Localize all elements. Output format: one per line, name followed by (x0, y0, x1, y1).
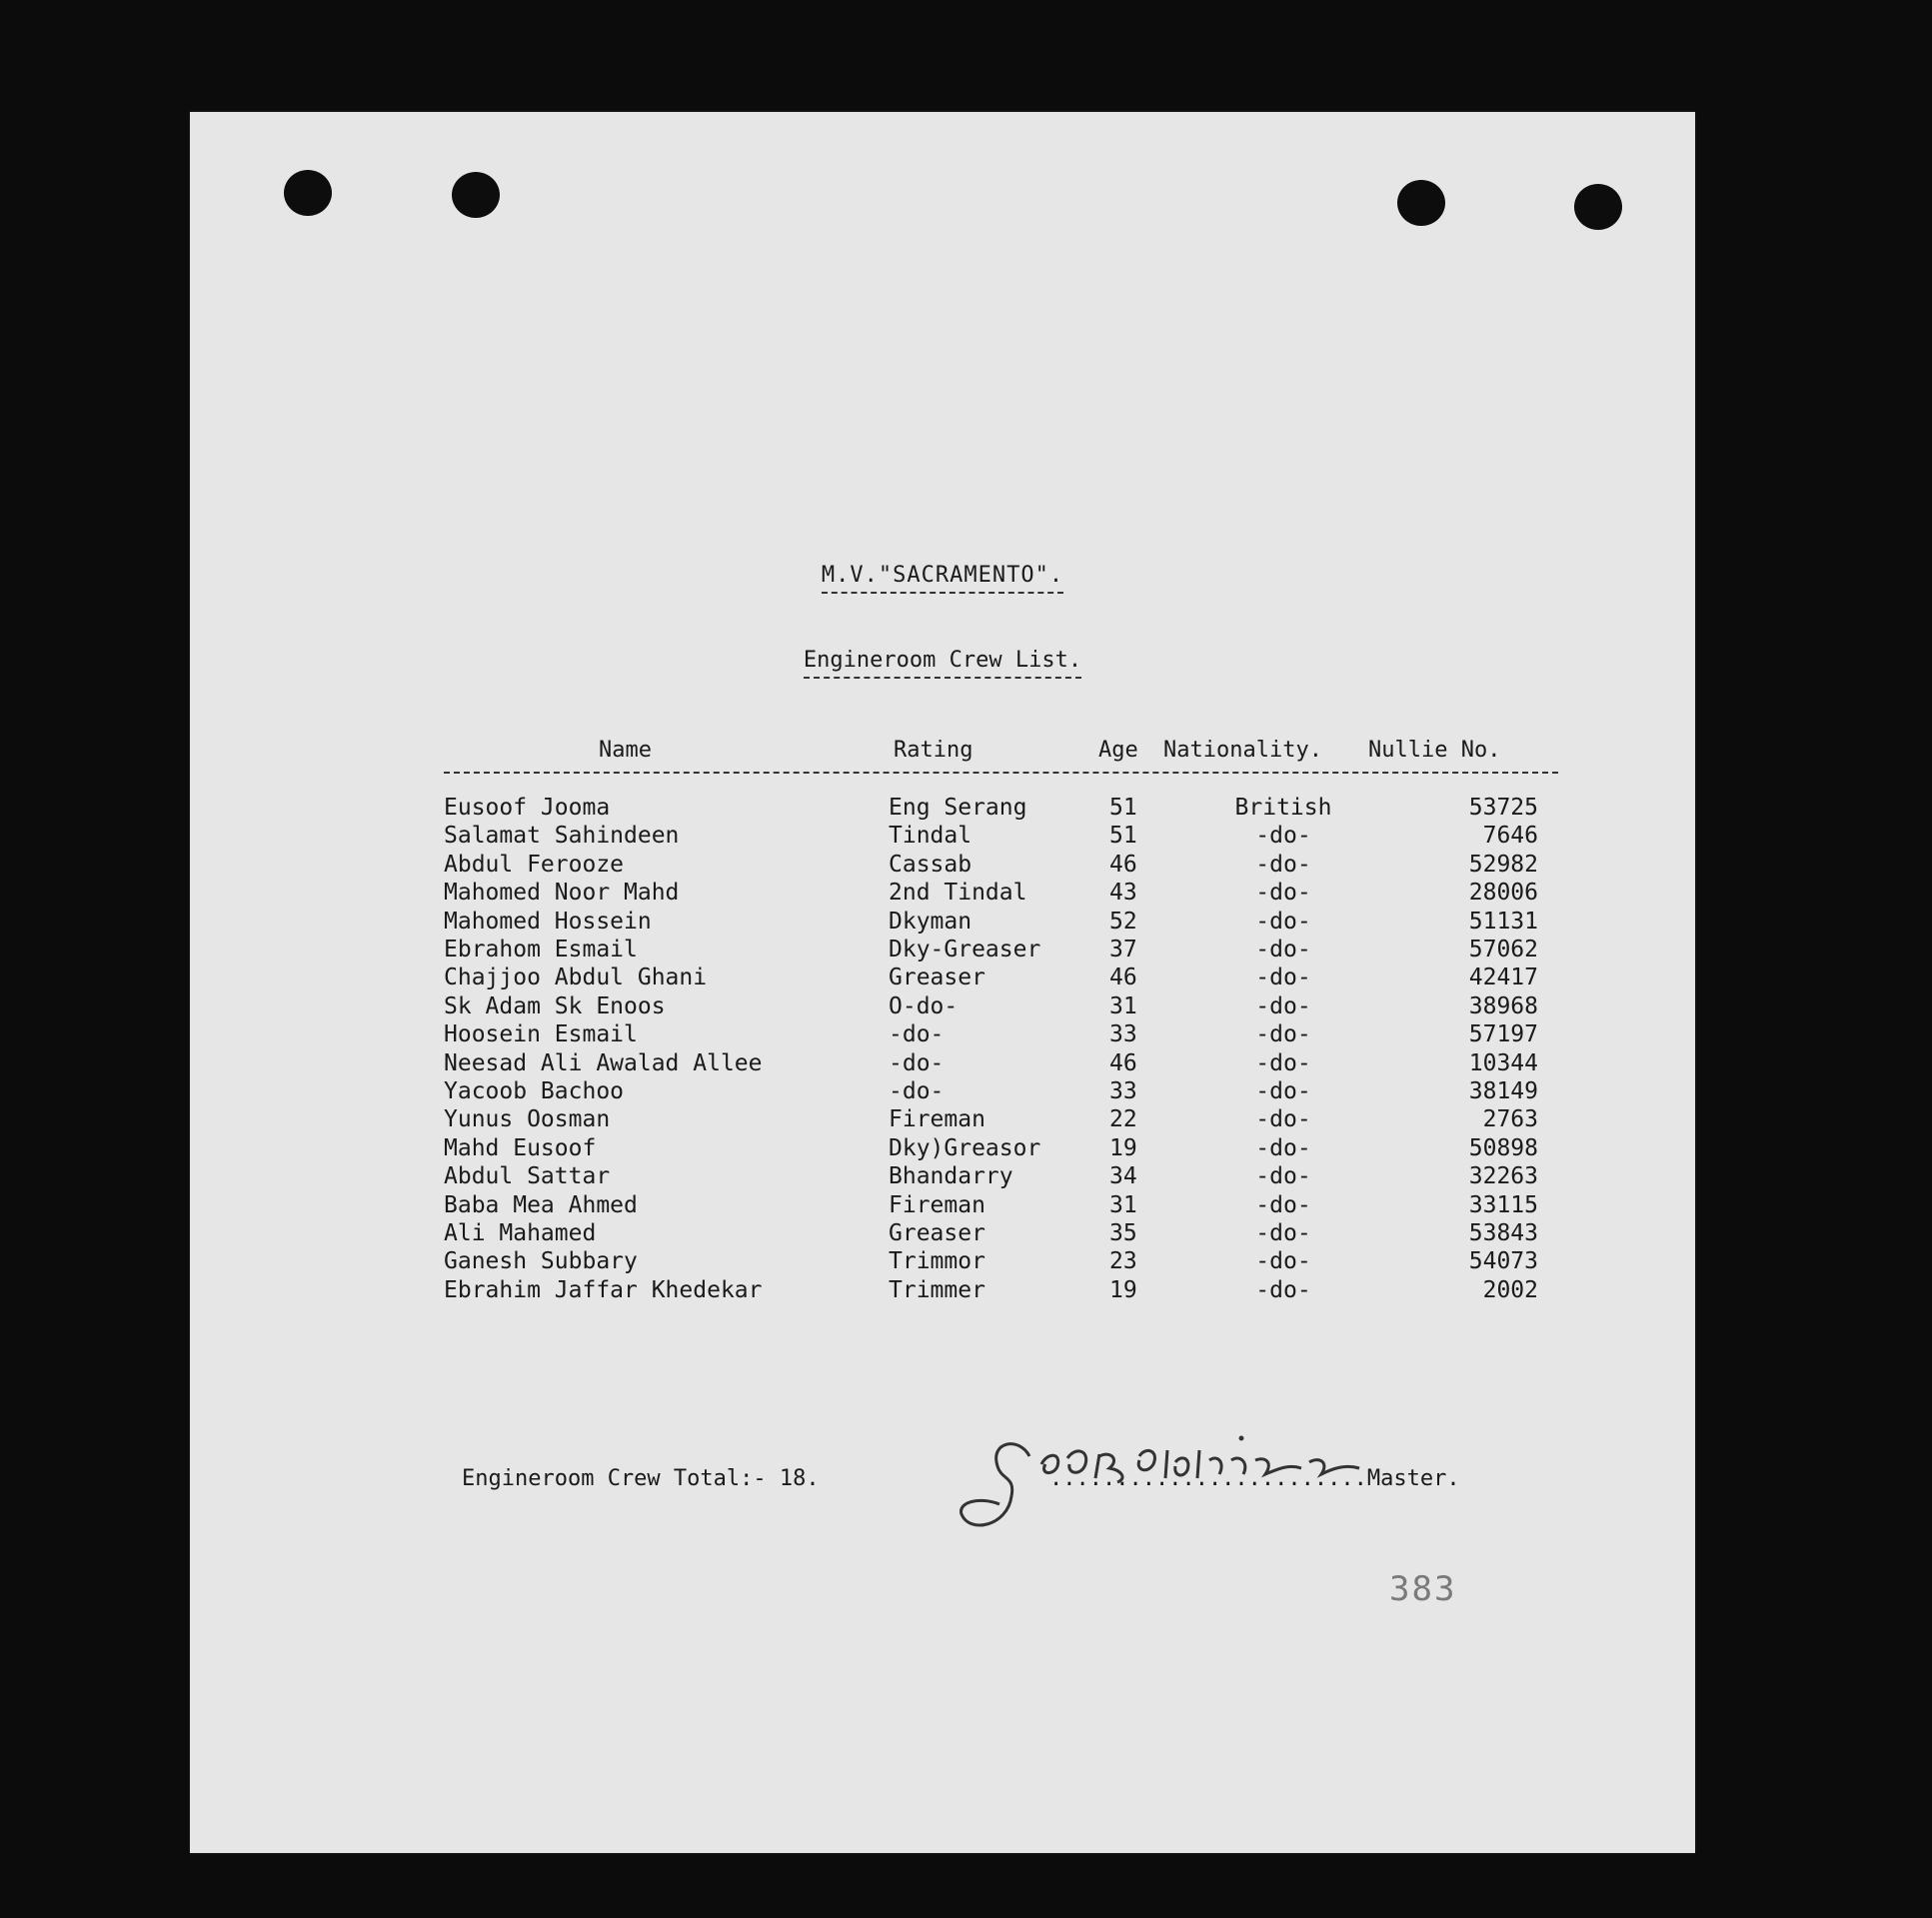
crew-age: 31 (1109, 1191, 1137, 1218)
table-row (444, 1078, 1558, 1106)
crew-age: 46 (1109, 964, 1137, 991)
document-subtitle: Engineroom Crew List. (190, 648, 1695, 673)
crew-age: 52 (1109, 908, 1137, 935)
table-row (444, 964, 1558, 992)
punch-hole (1574, 184, 1622, 230)
crew-number: 38968 (1468, 992, 1538, 1019)
crew-name: Eusoof Jooma (444, 795, 611, 821)
crew-rating: Trimmor (889, 1248, 985, 1275)
crew-rating: -do- (889, 1078, 945, 1104)
crew-number: 38149 (1468, 1078, 1538, 1104)
crew-number: 53725 (1468, 795, 1538, 821)
crew-name: Neesad Ali Awalad Allee (444, 1049, 763, 1076)
crew-nationality: -do- (1255, 908, 1311, 935)
table-header (444, 734, 1558, 774)
crew-nationality: -do- (1255, 1220, 1311, 1246)
crew-number: 32263 (1468, 1163, 1538, 1190)
crew-nationality: -do- (1255, 964, 1311, 991)
column-header-number: Nullie No. (1368, 738, 1501, 763)
crew-name: Chajjoo Abdul Ghani (444, 964, 708, 991)
crew-rating: Greaser (889, 964, 985, 991)
crew-number: 28006 (1468, 880, 1538, 907)
column-header-rating: Rating (894, 738, 973, 763)
crew-name: Ali Mahamed (444, 1220, 597, 1246)
crew-rating: Dky-Greaser (889, 937, 1041, 962)
crew-rating: Fireman (889, 1106, 985, 1133)
crew-name: Hoosein Esmail (444, 1021, 638, 1048)
crew-number: 33115 (1468, 1191, 1538, 1218)
table-row (444, 1021, 1558, 1049)
crew-nationality: -do- (1255, 1276, 1311, 1303)
crew-age: 23 (1109, 1248, 1137, 1275)
crew-name: Mahomed Noor Mahd (444, 880, 680, 907)
crew-age: 37 (1109, 937, 1137, 962)
crew-number: 50898 (1468, 1134, 1538, 1161)
crew-age: 33 (1109, 1078, 1137, 1104)
crew-age: 34 (1109, 1163, 1137, 1190)
punch-hole (284, 170, 332, 216)
crew-number: 7646 (1482, 823, 1538, 850)
crew-nationality: -do- (1255, 1078, 1311, 1104)
crew-rating: 2nd Tindal (889, 880, 1027, 907)
crew-age: 51 (1109, 823, 1137, 850)
crew-rating: Bhandarry (889, 1163, 1013, 1190)
crew-rating: Greaser (889, 1220, 985, 1246)
crew-name: Salamat Sahindeen (444, 823, 680, 850)
crew-number: 51131 (1468, 908, 1538, 935)
crew-rating: Eng Serang (889, 795, 1027, 821)
crew-nationality: -do- (1255, 823, 1311, 850)
crew-name: Ebrahom Esmail (444, 937, 638, 962)
crew-rating: Cassab (889, 851, 972, 878)
page-number: 383 (1389, 1569, 1457, 1609)
crew-number: 57197 (1468, 1021, 1538, 1048)
crew-number: 54073 (1468, 1248, 1538, 1275)
crew-nationality: -do- (1255, 1049, 1311, 1076)
crew-age: 35 (1109, 1220, 1137, 1246)
table-row (444, 937, 1558, 964)
crew-number: 2002 (1482, 1276, 1538, 1303)
table-row (444, 1192, 1558, 1220)
crew-nationality: -do- (1255, 1248, 1311, 1275)
crew-name: Mahomed Hossein (444, 908, 652, 935)
table-row (444, 909, 1558, 937)
crew-name: Yacoob Bachoo (444, 1078, 625, 1104)
crew-nationality: -do- (1255, 880, 1311, 907)
crew-nationality: -do- (1255, 1021, 1311, 1048)
table-row (444, 823, 1558, 851)
table-row (444, 852, 1558, 880)
table-row (444, 1106, 1558, 1134)
crew-age: 19 (1109, 1276, 1137, 1303)
column-header-age: Age (1098, 738, 1138, 763)
table-row (444, 1248, 1558, 1276)
document-title: M.V."SACRAMENTO". (190, 563, 1695, 588)
crew-nationality: -do- (1255, 1106, 1311, 1133)
crew-nationality: -do- (1255, 1191, 1311, 1218)
crew-name: Mahd Eusoof (444, 1134, 597, 1161)
punch-hole (452, 172, 500, 218)
column-header-name: Name (599, 738, 652, 763)
master-signature-line: ........................Master. (1049, 1466, 1460, 1491)
punch-hole (1397, 180, 1445, 226)
crew-nationality: -do- (1255, 992, 1311, 1019)
table-row (444, 795, 1558, 823)
crew-nationality: -do- (1255, 937, 1311, 962)
crew-number: 10344 (1468, 1049, 1538, 1076)
crew-nationality: -do- (1255, 1163, 1311, 1190)
crew-age: 31 (1109, 992, 1137, 1019)
crew-name: Abdul Sattar (444, 1163, 611, 1190)
crew-age: 46 (1109, 851, 1137, 878)
crew-rating: Dkyman (889, 908, 972, 935)
column-header-nationality: Nationality. (1163, 738, 1322, 763)
crew-rating: O-do- (889, 992, 959, 1019)
crew-rating: Tindal (889, 823, 972, 850)
crew-number: 42417 (1468, 964, 1538, 991)
crew-age: 46 (1109, 1049, 1137, 1076)
crew-age: 51 (1109, 795, 1137, 821)
crew-name: Baba Mea Ahmed (444, 1191, 638, 1218)
table-row (444, 1135, 1558, 1163)
document-page (190, 112, 1695, 1853)
crew-nationality: British (1234, 795, 1332, 821)
crew-rating: Dky)Greasor (889, 1134, 1041, 1161)
crew-rating: -do- (889, 1021, 945, 1048)
crew-age: 19 (1109, 1134, 1137, 1161)
crew-name: Yunus Oosman (444, 1106, 611, 1133)
table-row (444, 880, 1558, 908)
crew-age: 33 (1109, 1021, 1137, 1048)
crew-rating: -do- (889, 1049, 945, 1076)
table-row (444, 1220, 1558, 1248)
crew-nationality: -do- (1255, 1134, 1311, 1161)
crew-number: 52982 (1468, 851, 1538, 878)
table-row (444, 1050, 1558, 1078)
crew-age: 22 (1109, 1106, 1137, 1133)
crew-rating: Trimmer (889, 1276, 985, 1303)
crew-name: Sk Adam Sk Enoos (444, 992, 666, 1019)
crew-name: Ganesh Subbary (444, 1248, 638, 1275)
crew-age: 43 (1109, 880, 1137, 907)
crew-name: Abdul Ferooze (444, 851, 625, 878)
crew-nationality: -do- (1255, 851, 1311, 878)
table-row (444, 1277, 1558, 1305)
crew-rating: Fireman (889, 1191, 985, 1218)
crew-number: 53843 (1468, 1220, 1538, 1246)
crew-total: Engineroom Crew Total:- 18. (462, 1466, 820, 1491)
crew-number: 2763 (1482, 1106, 1538, 1133)
crew-number: 57062 (1468, 937, 1538, 962)
table-row (444, 993, 1558, 1021)
crew-name: Ebrahim Jaffar Khedekar (444, 1276, 763, 1303)
table-row (444, 1163, 1558, 1191)
